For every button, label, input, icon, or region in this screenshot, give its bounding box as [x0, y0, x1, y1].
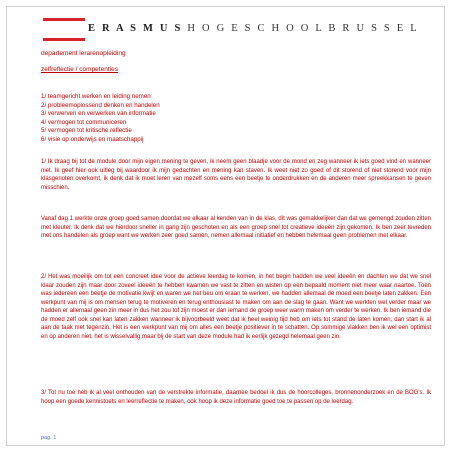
logo-stripe-bottom [43, 38, 85, 41]
department-name: departement lerarenopleiding [41, 50, 126, 57]
competency-item: 6/ visie op onderwijs en maatschappij [41, 135, 144, 143]
document-page [6, 6, 445, 446]
competency-item: 5/ vermogen tot kritische reflectie [41, 127, 132, 134]
competency-item: 1/ teamgericht werken en leiding nemen [41, 93, 151, 100]
competencies-list [41, 93, 160, 144]
paragraph-1: 1/ Ik draag bij tot de module door mijn eigen mening te geven, ik neem geen blaadje voor de mond en zeg wanneer ik iets goed vind en wanneer niet. Ik geef hier ook uitleg bij waardoor ik mijn gedachten en mening kan staven. Ik weet niet zo goed of dit storend of niet storend voor mijn klasgenoten overkomt, ik denk dat ik moet leren van mezelf soms eens een beetje te onderdrukken en de anderen meer spreekkansen te geven misschien. [41, 159, 431, 191]
paragraph-4: 3/ Tot nu toe heb ik al veel onthouden van de verstrekte informatie, daarnee bedoel ik dus de hoorcolleges, bronnenonderzoek en de BOG's. Ik hoop een goede kennistoets en leerreflectie te maken, ook hoop ik deze informatie goed toe te passen op de leerdag. [41, 390, 431, 405]
competency-item: 2/ probleemoplossend denken en handelen [41, 101, 160, 109]
competency-item: 3/ verwerven en verwerken van informatie [41, 110, 156, 117]
logo-text: E R A S M U S H O G E S C H O O L B R U S S E L [88, 23, 419, 34]
page-number: pag. 1 [41, 435, 57, 441]
logo-stripe-top [43, 18, 85, 21]
erasmus-logo [43, 18, 419, 48]
document-subtitle: zelfreflectie / competenties [41, 66, 118, 73]
paragraph-2: Vanaf dag 1 werkte onze groep goed samen doordat we elkaar al kenden van in de klas, dit was gemakkelijker dan dat we gemengd zouden zitten met kleuter. Ik denk dat we hierdoor sneller in gang zijn geschoten en als een groep snel tot creatieve ideeën zijn gekomen. Ik ben zeer tevreden met ons handelen als groep want we werken zeer goed samen, nemen allemaal initiatief en hebben helemaal geen problemen met elkaar. [41, 216, 431, 240]
paragraph-3: 2/ Het was moeilijk om tot een concreet idee voor de actieve leerdag te komen, in het begin hadden we veel ideeën en dachten we dat we snel klaar zouden zijn maar door zoveel ideeën te hebben kwamen we vast te zitten en wisten op een bepaald moment niet meer waar naartoe. Toen was iedereen een beetje de motivatie kwijt en waren we het beu om eraan te werken, we hadden allemaal de moed een beetje laten zakken. Een werkpunt van mij is om mensen terug te motiveren en terug enthousiast te maken om aan de slag te gaan. Want we werkten wel verder maar we hadden er allemaal geen zin meer in dus het zou tof zijn moest er dan iemand de groep weer warm maken om verder te werken. Ik ben iemand die de moed zelf ook snel kan laten zakken wanneer ik bijvoorbeeld weet dat ik heel weinig tijd heb om iets tot stand de laten komen, dan start ik al aan de taak met tegenzin. Het is een werkpunt van mij om alles een beetje positiever in te schatten. Op sommige vlakken ben ik wel een optimist en op anderen niet, het is wisselvallig maar bij de start van deze module had ik eerlijk gezegd helemaal geen zin. [41, 274, 431, 340]
competency-item: 4/ vermogen tot communiceren [41, 118, 127, 126]
